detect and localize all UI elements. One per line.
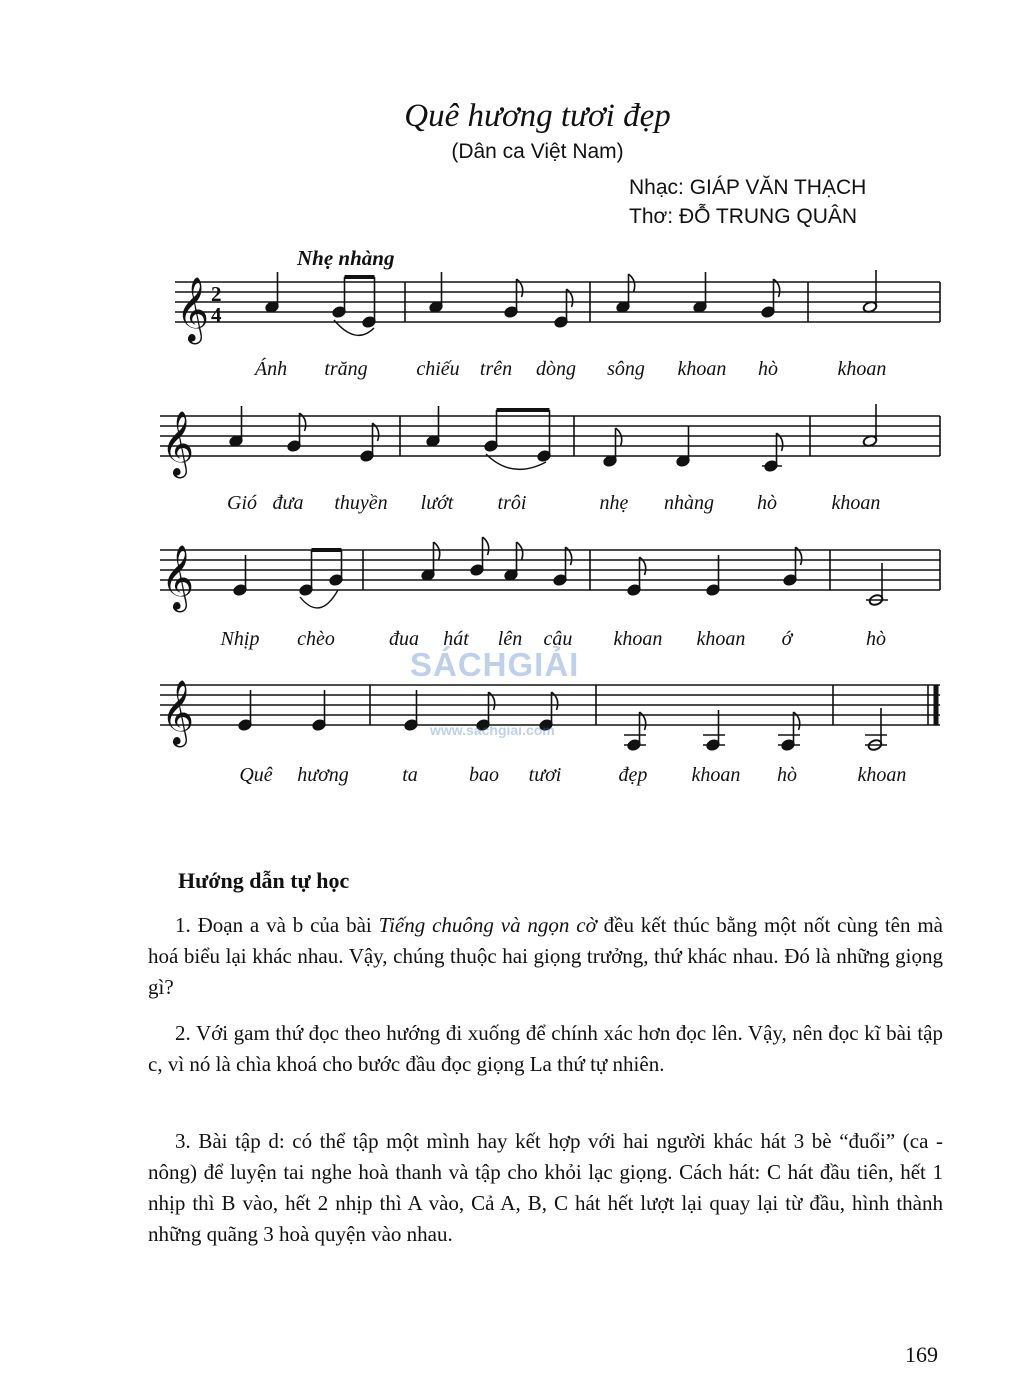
- lyric-word: ớ: [781, 628, 793, 650]
- treble-clef-icon: 𝄞: [161, 545, 195, 610]
- watermark-logo: SÁCHGIẢI: [410, 646, 580, 683]
- lyric-word: nhẹ: [599, 492, 629, 514]
- lyric-word: hò: [757, 492, 777, 514]
- guide-paragraph-1: [148, 910, 943, 1003]
- lyric-word: thuyền: [334, 492, 388, 514]
- lyric-word: trôi: [497, 492, 527, 514]
- lyric-word: khoan: [857, 764, 907, 786]
- music-staff-1: [0, 266, 1024, 366]
- lyric-word: sông: [607, 358, 645, 380]
- lyric-word: khoan: [831, 492, 881, 514]
- lyric-word: lên: [497, 628, 523, 650]
- treble-clef-icon: 𝄞: [161, 680, 195, 745]
- song-subtitle: (Dân ca Việt Nam): [451, 140, 624, 163]
- page-number: 169: [905, 1342, 938, 1367]
- music-staff-3: [0, 534, 1024, 634]
- lyric-word: khoan: [613, 628, 663, 650]
- lyric-word: nhàng: [664, 492, 714, 514]
- music-staff-2: [0, 400, 1024, 500]
- lyric-word: đưa: [272, 492, 304, 514]
- time-signature-bottom: 4: [211, 303, 222, 327]
- lyric-word: Nhịp: [220, 628, 260, 650]
- paragraph-text: 1. Đoạn a và b của bài: [175, 913, 379, 937]
- lyric-word: hò: [777, 764, 797, 786]
- lyric-word: hương: [297, 764, 349, 786]
- time-signature-top: 2: [211, 282, 222, 306]
- watermark-url: www.sachgiai.com: [430, 722, 555, 738]
- lyric-word: ta: [402, 764, 418, 786]
- lyric-word: đua: [389, 628, 419, 650]
- tempo-marking: Nhẹ nhàng: [297, 246, 395, 270]
- lyric-word: khoan: [696, 628, 746, 650]
- treble-clef-icon: 𝄞: [176, 277, 210, 342]
- lyric-word: chèo: [297, 628, 335, 650]
- lyric-word: câu: [543, 628, 573, 650]
- lyric-word: dòng: [536, 358, 576, 380]
- lyric-word: khoan: [677, 358, 727, 380]
- lyric-word: trăng: [324, 358, 368, 380]
- guide-paragraph-2: 2. Với gam thứ đọc theo hướng đi xuống để chính xác hơn đọc lên. Vậy, nên đọc kĩ bài tập c, vì nó là chìa khoá cho bước đầu đọc giọng La thứ tự nhiên.: [148, 1021, 943, 1076]
- lyric-word: tươi: [528, 764, 562, 786]
- lyric-word: chiếu: [416, 358, 460, 380]
- lyric-word: hò: [758, 358, 778, 380]
- lyric-word: Ánh: [254, 358, 288, 380]
- music-staff-4: [0, 669, 1024, 769]
- lyric-word: khoan: [691, 764, 741, 786]
- lyric-word: Quê: [239, 764, 273, 786]
- lyric-word: hát: [443, 628, 469, 650]
- guide-heading: Hướng dẫn tự học: [178, 868, 350, 893]
- treble-clef-icon: 𝄞: [161, 411, 195, 476]
- paragraph-text: đều kết thúc bằng một nốt cùng tên mà hoá biểu lại khác nhau. Vậy, chúng thuộc hai giọng trưởng, thứ khác nhau. Đó là những giọng gì?: [148, 913, 943, 999]
- guide-paragraph-3: 3. Bài tập d: có thể tập một mình hay kết hợp với hai người khác hát 3 bè “đuổi” (ca - nông) để luyện tai nghe hoà thanh và tập cho khỏi lạc giọng. Cách hát: C hát đầu tiên, hết 1 nhịp thì B vào, hết 2 nhịp thì A vào, Cả A, B, C hát hết lượt lại quay lại từ đầu, hình thành những quãng 3 hoà quyện vào nhau.: [148, 1129, 943, 1246]
- lyric-word: hò: [866, 628, 886, 650]
- music-credit: Nhạc: GIÁP VĂN THẠCH: [629, 176, 867, 199]
- lyric-word: Gió: [227, 492, 257, 514]
- lyric-word: trên: [479, 358, 513, 380]
- song-title: Quê hương tươi đẹp: [404, 98, 671, 134]
- lyric-word: lướt: [420, 492, 454, 514]
- song-reference: Tiếng chuông và ngọn cờ: [378, 913, 597, 937]
- lyric-word: bao: [469, 764, 499, 786]
- lyric-word: khoan: [837, 358, 887, 380]
- lyrics-credit: Thơ: ĐỖ TRUNG QUÂN: [629, 205, 858, 228]
- lyric-word: đẹp: [618, 764, 648, 786]
